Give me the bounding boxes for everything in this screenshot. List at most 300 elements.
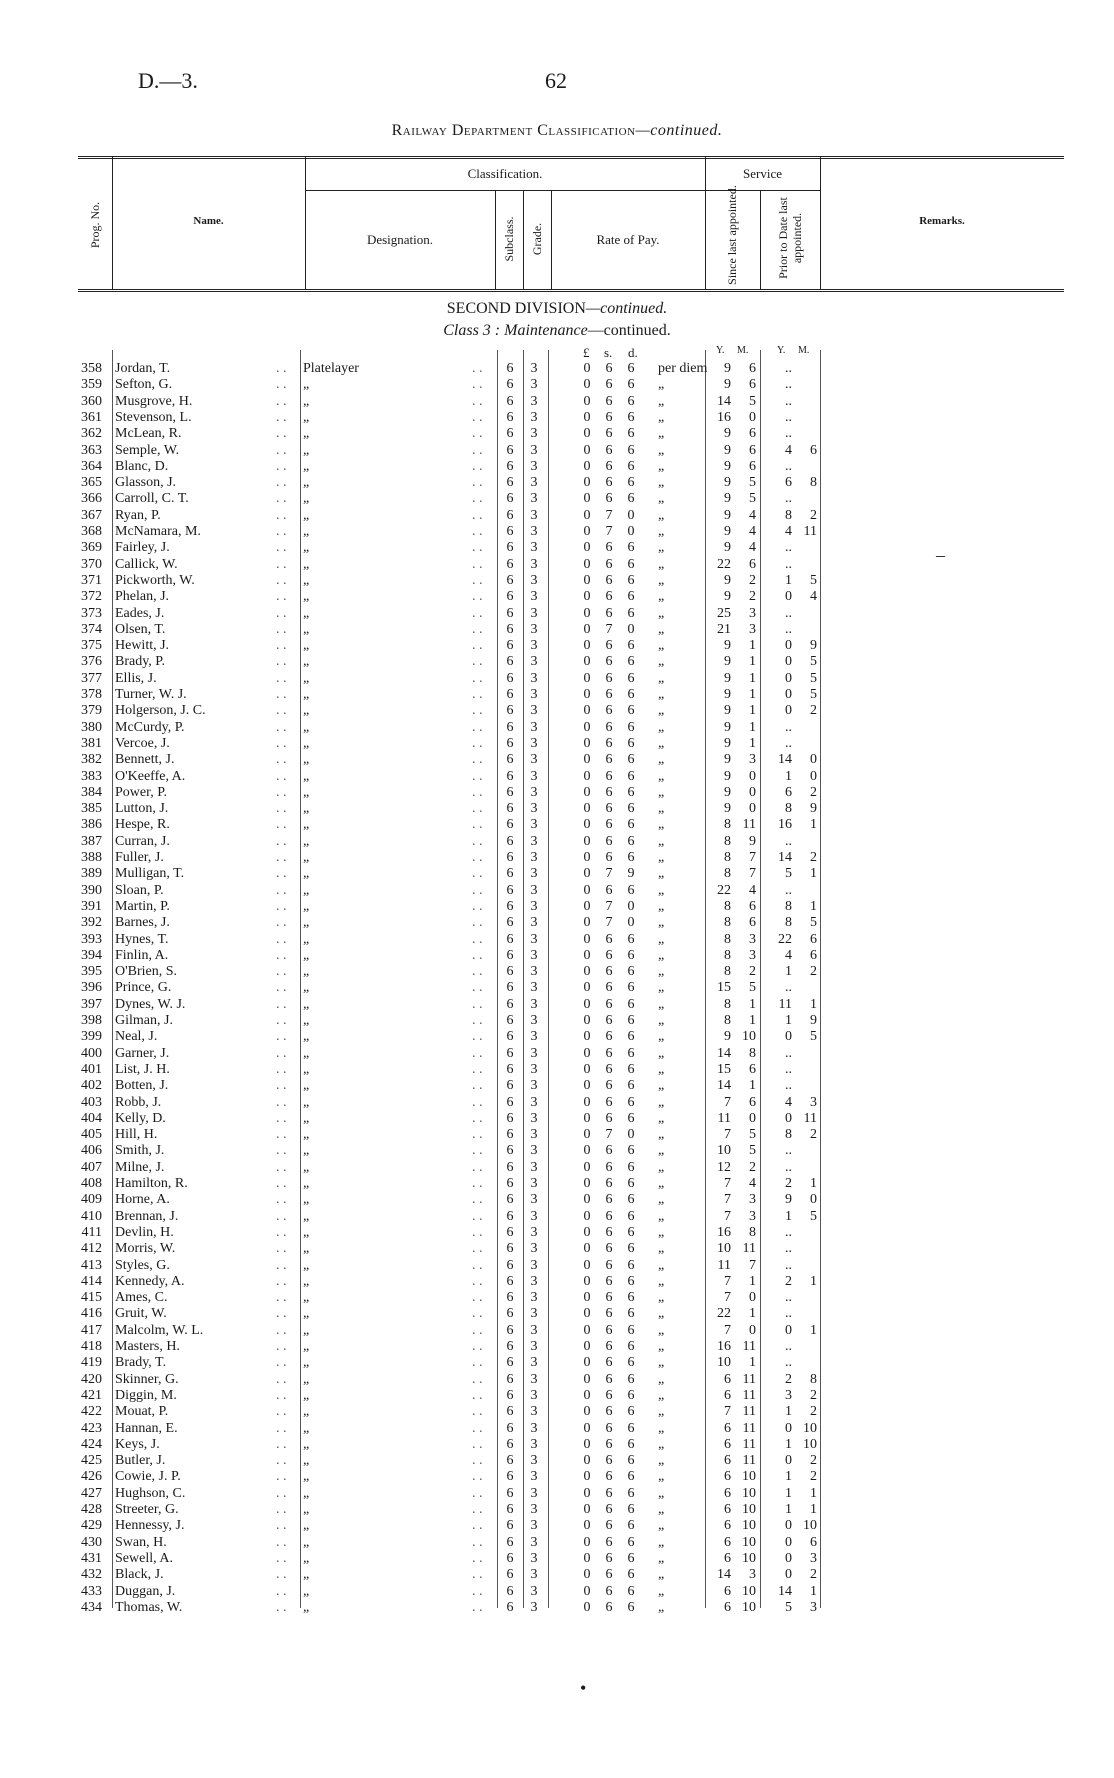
employee-name: Curran, J. xyxy=(115,833,170,849)
prior-years: 0 xyxy=(785,687,792,702)
designation: „ xyxy=(303,768,310,784)
dot-leader: . . xyxy=(472,1143,483,1159)
dot-leader: . . xyxy=(276,670,287,686)
employee-name: Brennan, J. xyxy=(115,1208,179,1224)
pay-period: „ xyxy=(658,817,665,833)
dot-leader: . . xyxy=(472,1127,483,1143)
dot-leader: . . xyxy=(472,931,483,947)
prior-months: 11 xyxy=(803,524,817,539)
designation: „ xyxy=(303,1078,310,1094)
subclass: 6 xyxy=(506,1127,514,1143)
dot-leader: . . xyxy=(276,1518,287,1534)
prior-months: 5 xyxy=(810,654,817,670)
employee-name: Masters, H. xyxy=(115,1339,180,1354)
pay-shillings: 6 xyxy=(605,931,613,947)
rate-of-pay xyxy=(576,1306,642,1322)
rate-of-pay xyxy=(576,1323,642,1339)
pay-period: „ xyxy=(658,458,665,474)
dot-leader: . . xyxy=(276,1094,287,1110)
designation: „ xyxy=(303,621,310,637)
grade: 3 xyxy=(530,850,538,865)
pay-period: „ xyxy=(658,915,665,931)
dot-leader: . . xyxy=(472,752,483,768)
prior-years: 4 xyxy=(785,524,792,539)
dot-leader: . . xyxy=(276,687,287,702)
table-row xyxy=(0,1404,1114,1420)
dot-leader: . . xyxy=(276,1224,287,1240)
table-row xyxy=(0,1323,1114,1339)
dot-leader: . . xyxy=(472,1550,483,1566)
pay-pence: 6 xyxy=(627,1159,635,1175)
since-months: 6 xyxy=(749,556,756,572)
table-row xyxy=(0,573,1114,589)
since-months: 5 xyxy=(749,475,756,491)
pay-shillings: 6 xyxy=(605,572,613,588)
rate-of-pay xyxy=(576,1355,642,1371)
table-row xyxy=(0,394,1114,410)
since-years: 9 xyxy=(724,1029,731,1045)
pay-shillings: 6 xyxy=(605,1599,613,1615)
employee-name: Power, P. xyxy=(115,784,167,800)
employee-name: Streeter, G. xyxy=(115,1502,179,1517)
grade: 3 xyxy=(530,475,538,491)
prior-years: 0 xyxy=(785,1518,792,1534)
prog-no: 363 xyxy=(81,442,102,458)
prog-no: 420 xyxy=(81,1371,102,1387)
subclass: 6 xyxy=(506,996,514,1012)
employee-name: Sewell, A. xyxy=(115,1550,173,1566)
pay-period: „ xyxy=(658,1110,665,1126)
prior-years: 4 xyxy=(785,442,792,458)
employee-name: Carroll, C. T. xyxy=(115,491,189,507)
prog-no: 409 xyxy=(81,1192,102,1208)
header-grade: Grade. xyxy=(530,222,544,256)
designation: „ xyxy=(303,426,310,442)
dot-leader: . . xyxy=(276,1534,287,1550)
prog-no: 408 xyxy=(81,1176,102,1191)
dot-leader: . . xyxy=(276,1159,287,1175)
pay-pence: 6 xyxy=(627,1045,635,1061)
pay-shillings: 6 xyxy=(605,605,613,621)
prior-months: 2 xyxy=(810,1453,817,1469)
subclass: 6 xyxy=(506,931,514,947)
rate-of-pay xyxy=(576,817,642,833)
pay-shillings: 6 xyxy=(605,719,613,735)
pay-shillings: 7 xyxy=(605,915,613,931)
dot-leader: . . xyxy=(472,1013,483,1028)
subclass: 6 xyxy=(506,1143,514,1159)
since-years: 6 xyxy=(724,1518,731,1534)
prior-years: .. xyxy=(785,458,792,474)
since-years: 8 xyxy=(724,817,731,833)
since-years: 9 xyxy=(724,377,731,393)
since-years: 7 xyxy=(724,1273,731,1289)
pay-pence: 6 xyxy=(627,491,635,507)
dot-leader: . . xyxy=(276,556,287,572)
pay-pence: 6 xyxy=(627,1013,635,1028)
table-row xyxy=(0,671,1114,687)
pay-pounds: 0 xyxy=(583,1436,591,1452)
pay-pence: 6 xyxy=(627,996,635,1012)
prior-months: 8 xyxy=(810,475,817,491)
rate-of-pay xyxy=(576,1502,642,1518)
pay-pounds: 0 xyxy=(583,1192,591,1208)
pay-pounds: 0 xyxy=(583,1518,591,1534)
prog-no: 379 xyxy=(81,703,102,719)
prior-months: 10 xyxy=(803,1436,817,1452)
dot-leader: . . xyxy=(472,1404,483,1420)
dot-leader: . . xyxy=(276,540,287,556)
subclass: 6 xyxy=(506,621,514,637)
prior-months: 9 xyxy=(810,638,817,654)
dot-leader: . . xyxy=(276,964,287,980)
prog-no: 405 xyxy=(81,1127,102,1143)
table-row xyxy=(0,654,1114,670)
subclass: 6 xyxy=(506,409,514,425)
table-row xyxy=(0,980,1114,996)
table-row xyxy=(0,1013,1114,1029)
pay-pounds: 0 xyxy=(583,524,591,539)
grade: 3 xyxy=(530,524,538,539)
since-years: 10 xyxy=(717,1143,731,1159)
pay-pounds: 0 xyxy=(583,361,591,376)
prior-years: 6 xyxy=(785,475,792,491)
since-months: 1 xyxy=(749,670,756,686)
prior-months: 5 xyxy=(810,1029,817,1045)
prior-months: 2 xyxy=(810,507,817,523)
pay-pounds: 0 xyxy=(583,833,591,849)
table-row xyxy=(0,834,1114,850)
grade: 3 xyxy=(530,654,538,670)
since-years: 9 xyxy=(724,752,731,768)
employee-name: Butler, J. xyxy=(115,1453,166,1469)
since-years: 14 xyxy=(717,1567,731,1583)
rate-of-pay xyxy=(576,638,642,654)
pay-shillings: 6 xyxy=(605,1306,613,1322)
prior-months: 1 xyxy=(810,1176,817,1191)
grade: 3 xyxy=(530,1469,538,1485)
pay-shillings: 6 xyxy=(605,638,613,654)
designation: „ xyxy=(303,1045,310,1061)
pay-pence: 6 xyxy=(627,768,635,784)
rate-of-pay xyxy=(576,1258,642,1274)
prog-no: 425 xyxy=(81,1453,102,1469)
pay-pounds: 0 xyxy=(583,1208,591,1224)
header-designation: Designation. xyxy=(366,232,434,247)
designation: „ xyxy=(303,377,310,393)
since-years: 16 xyxy=(717,1224,731,1240)
employee-name: Malcolm, W. L. xyxy=(115,1322,204,1338)
dot-leader: . . xyxy=(276,1061,287,1077)
since-months: 1 xyxy=(749,687,756,702)
dot-leader: . . xyxy=(472,1045,483,1061)
employee-name: Hannan, E. xyxy=(115,1420,178,1436)
since-years: 7 xyxy=(724,1404,731,1420)
since-months: 3 xyxy=(749,752,756,768)
dot-leader: . . xyxy=(472,1192,483,1208)
prior-years: .. xyxy=(785,1045,792,1061)
grade: 3 xyxy=(530,703,538,719)
subclass: 6 xyxy=(506,1192,514,1208)
dot-leader: . . xyxy=(472,833,483,849)
table-row xyxy=(0,964,1114,980)
since-years: 7 xyxy=(724,1322,731,1338)
designation: „ xyxy=(303,1322,310,1338)
rate-of-pay xyxy=(576,736,642,752)
grade: 3 xyxy=(530,1290,538,1306)
since-months: 6 xyxy=(749,915,756,931)
table-row xyxy=(0,426,1114,442)
dot-leader: . . xyxy=(276,1078,287,1094)
employee-name: Musgrove, H. xyxy=(115,393,193,409)
dot-leader: . . xyxy=(276,361,287,376)
prog-no: 383 xyxy=(81,768,102,784)
designation: „ xyxy=(303,1469,310,1485)
since-months: 10 xyxy=(742,1029,756,1045)
dot-leader: . . xyxy=(472,572,483,588)
prior-years: .. xyxy=(785,1355,792,1371)
pay-pence: 6 xyxy=(627,426,635,442)
designation: „ xyxy=(303,1518,310,1534)
dot-leader: . . xyxy=(276,752,287,768)
grade: 3 xyxy=(530,768,538,784)
pay-pounds: 0 xyxy=(583,1159,591,1175)
designation: „ xyxy=(303,980,310,996)
employee-name: Kennedy, A. xyxy=(115,1273,185,1289)
dot-leader: . . xyxy=(472,491,483,507)
pay-pounds: 0 xyxy=(583,866,591,882)
since-months: 10 xyxy=(742,1599,756,1615)
rate-of-pay xyxy=(576,540,642,556)
designation: „ xyxy=(303,1485,310,1501)
since-months: 4 xyxy=(749,507,756,523)
prog-no: 389 xyxy=(81,866,102,882)
employee-name: Fuller, J. xyxy=(115,850,164,865)
table-row xyxy=(0,410,1114,426)
pay-pounds: 0 xyxy=(583,1143,591,1159)
table-row xyxy=(0,1127,1114,1143)
pay-pence: 6 xyxy=(627,589,635,605)
pay-pounds: 0 xyxy=(583,719,591,735)
since-years: 8 xyxy=(724,964,731,980)
since-months: 2 xyxy=(749,1159,756,1175)
prior-months: 2 xyxy=(810,1567,817,1583)
table-row xyxy=(0,703,1114,719)
dot-leader: . . xyxy=(472,882,483,898)
since-months: 1 xyxy=(749,1078,756,1094)
designation: „ xyxy=(303,1355,310,1371)
pay-period: „ xyxy=(658,1273,665,1289)
prog-no: 423 xyxy=(81,1420,102,1436)
subclass: 6 xyxy=(506,1355,514,1371)
rate-of-pay xyxy=(576,1274,642,1290)
designation: „ xyxy=(303,931,310,947)
since-years: 14 xyxy=(717,1078,731,1094)
pay-shillings: 6 xyxy=(605,654,613,670)
dot-leader: . . xyxy=(472,687,483,702)
since-months: 5 xyxy=(749,393,756,409)
dot-leader: . . xyxy=(472,850,483,865)
pay-period: „ xyxy=(658,1485,665,1501)
prior-years: 2 xyxy=(785,1273,792,1289)
dot-leader: . . xyxy=(472,1094,483,1110)
subclass: 6 xyxy=(506,1485,514,1501)
pay-shillings: 6 xyxy=(605,1110,613,1126)
employee-name: Gruit, W. xyxy=(115,1306,167,1322)
since-months: 5 xyxy=(749,980,756,996)
prior-years: 2 xyxy=(785,1371,792,1387)
pay-period: „ xyxy=(658,426,665,442)
pay-period: „ xyxy=(658,1339,665,1354)
pay-period: „ xyxy=(658,670,665,686)
since-years: 9 xyxy=(724,491,731,507)
prog-no: 402 xyxy=(81,1078,102,1094)
rate-of-pay xyxy=(576,1600,642,1616)
pay-pence: 6 xyxy=(627,1436,635,1452)
pay-period: „ xyxy=(658,638,665,654)
prior-years: .. xyxy=(785,426,792,442)
pay-pounds: 0 xyxy=(583,1078,591,1094)
pay-period: „ xyxy=(658,1502,665,1517)
since-months: 1 xyxy=(749,1306,756,1322)
pay-shillings: 6 xyxy=(605,1371,613,1387)
table-row xyxy=(0,785,1114,801)
grade: 3 xyxy=(530,1143,538,1159)
pay-pence: 6 xyxy=(627,1224,635,1240)
table-row xyxy=(0,508,1114,524)
employee-name: Eades, J. xyxy=(115,605,165,621)
rate-of-pay xyxy=(576,997,642,1013)
rate-of-pay xyxy=(576,426,642,442)
pay-pence: 6 xyxy=(627,572,635,588)
since-years: 9 xyxy=(724,361,731,376)
pay-pounds: 0 xyxy=(583,507,591,523)
since-months: 11 xyxy=(742,1241,756,1257)
since-months: 11 xyxy=(742,1371,756,1387)
rate-of-pay xyxy=(576,1095,642,1111)
prior-years: 0 xyxy=(785,589,792,605)
employee-name: Horne, A. xyxy=(115,1192,170,1208)
prior-years: 1 xyxy=(785,1436,792,1452)
since-months: 4 xyxy=(749,1176,756,1191)
employee-name: Diggin, M. xyxy=(115,1387,177,1403)
rate-of-pay xyxy=(576,410,642,426)
prog-no: 424 xyxy=(81,1436,102,1452)
prior-months: 0 xyxy=(810,752,817,768)
since-years: 9 xyxy=(724,442,731,458)
table-row xyxy=(0,1192,1114,1208)
prior-years: 0 xyxy=(785,1322,792,1338)
employee-name: Fairley, J. xyxy=(115,540,170,556)
prior-years: .. xyxy=(785,1257,792,1273)
subclass: 6 xyxy=(506,1469,514,1485)
pay-shillings: 6 xyxy=(605,882,613,898)
dot-leader: . . xyxy=(276,1045,287,1061)
dot-leader: . . xyxy=(472,638,483,654)
since-years: 11 xyxy=(717,1257,731,1273)
dot-leader: . . xyxy=(276,1453,287,1469)
pay-period: per diem xyxy=(658,361,708,376)
grade: 3 xyxy=(530,1355,538,1371)
pay-pence: 0 xyxy=(627,898,635,914)
prog-no: 377 xyxy=(81,670,102,686)
prior-years: 0 xyxy=(785,703,792,719)
prior-years: 22 xyxy=(778,931,792,947)
table-row xyxy=(0,1143,1114,1159)
since-months: 10 xyxy=(742,1534,756,1550)
prior-years: 0 xyxy=(785,1420,792,1436)
dot-leader: . . xyxy=(472,801,483,817)
prior-years: 14 xyxy=(778,752,792,768)
rate-of-pay xyxy=(576,1241,642,1257)
pay-pence: 6 xyxy=(627,1061,635,1077)
dot-leader: . . xyxy=(276,1013,287,1028)
since-months: 10 xyxy=(742,1469,756,1485)
grade: 3 xyxy=(530,964,538,980)
pay-pounds: 0 xyxy=(583,1273,591,1289)
pay-shillings: 6 xyxy=(605,1013,613,1028)
prog-no: 414 xyxy=(81,1273,102,1289)
pay-period: „ xyxy=(658,605,665,621)
subclass: 6 xyxy=(506,866,514,882)
since-years: 14 xyxy=(717,1045,731,1061)
pay-pounds: 0 xyxy=(583,572,591,588)
since-years: 22 xyxy=(717,882,731,898)
since-months: 10 xyxy=(742,1583,756,1599)
pay-period: „ xyxy=(658,1387,665,1403)
prior-years: 1 xyxy=(785,768,792,784)
pay-shillings: 6 xyxy=(605,752,613,768)
prog-no: 411 xyxy=(81,1224,102,1240)
grade: 3 xyxy=(530,589,538,605)
pay-shillings: 6 xyxy=(605,1176,613,1191)
prior-years: 11 xyxy=(778,996,792,1012)
dot-leader: . . xyxy=(472,1518,483,1534)
subclass: 6 xyxy=(506,1534,514,1550)
table-row xyxy=(0,736,1114,752)
pay-pence: 6 xyxy=(627,1583,635,1599)
employee-name: Swan, H. xyxy=(115,1534,167,1550)
subclass: 6 xyxy=(506,735,514,751)
col-divider xyxy=(495,190,496,290)
since-months: 2 xyxy=(749,589,756,605)
pay-period: „ xyxy=(658,393,665,409)
rate-of-pay xyxy=(576,899,642,915)
since-months: 10 xyxy=(742,1502,756,1517)
pay-pence: 6 xyxy=(627,1567,635,1583)
employee-name: Hennessy, J. xyxy=(115,1518,185,1534)
since-years: 8 xyxy=(724,1013,731,1028)
since-years: 8 xyxy=(724,866,731,882)
grade: 3 xyxy=(530,1273,538,1289)
table-row xyxy=(0,769,1114,785)
employee-name: Ryan, P. xyxy=(115,507,161,523)
rate-of-pay xyxy=(576,1111,642,1127)
grade: 3 xyxy=(530,1078,538,1094)
pay-pounds: 0 xyxy=(583,768,591,784)
dot-leader: . . xyxy=(472,377,483,393)
pay-pence: 6 xyxy=(627,1534,635,1550)
grade: 3 xyxy=(530,866,538,882)
employee-name: Neal, J. xyxy=(115,1029,158,1045)
grade: 3 xyxy=(530,1094,538,1110)
designation: „ xyxy=(303,1502,310,1517)
pay-pence: 6 xyxy=(627,1192,635,1208)
employee-name: Sefton, G. xyxy=(115,377,173,393)
designation: „ xyxy=(303,1192,310,1208)
rate-of-pay xyxy=(576,1290,642,1306)
pay-pounds: 0 xyxy=(583,1502,591,1517)
